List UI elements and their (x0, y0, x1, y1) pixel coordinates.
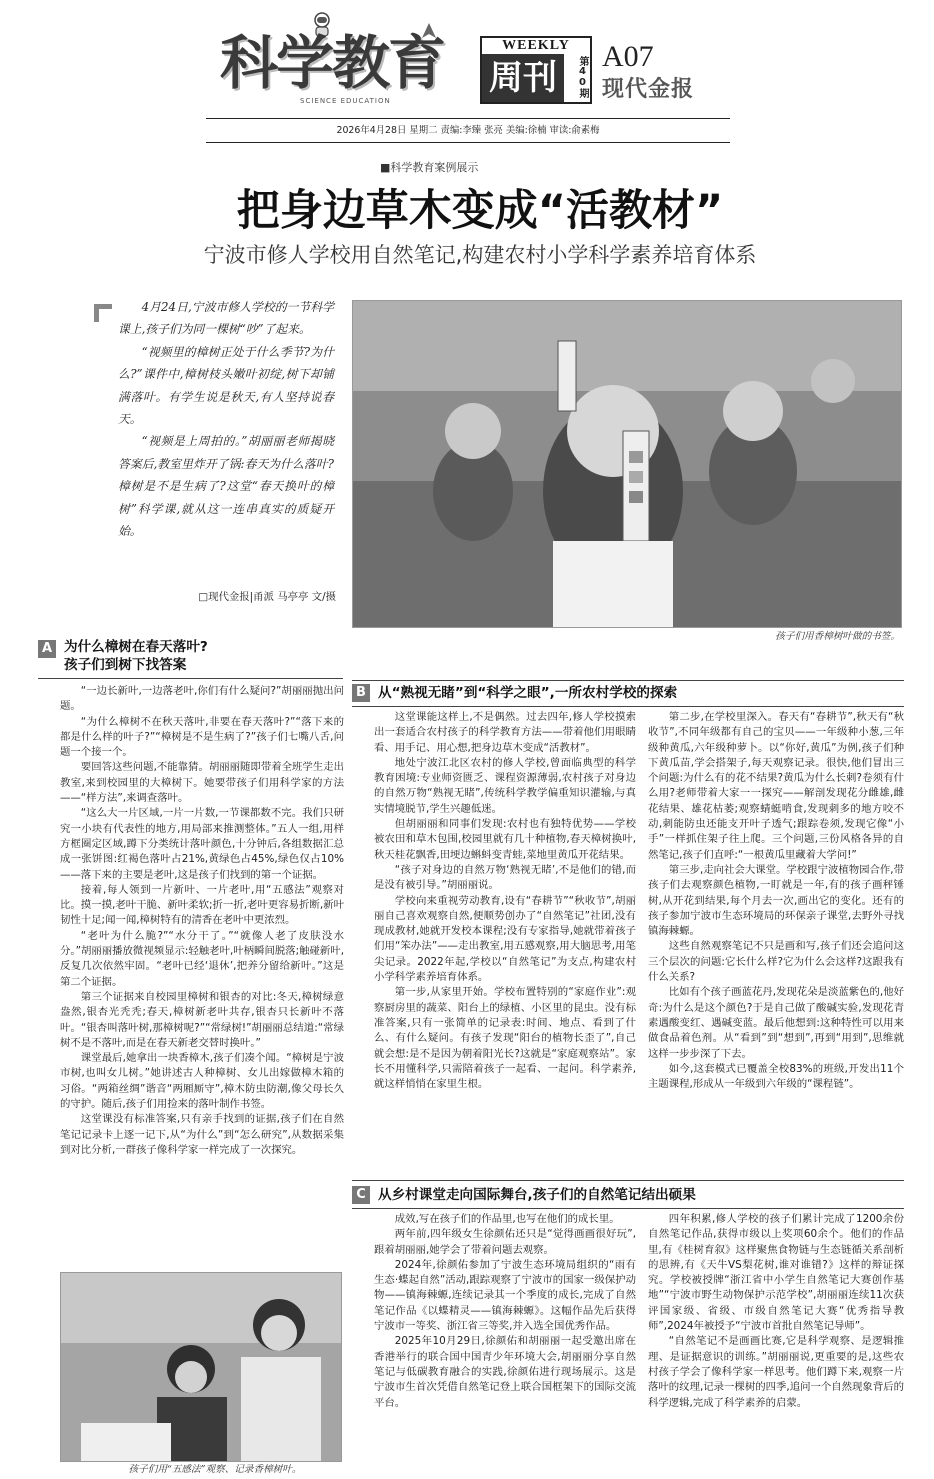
section-c-col2 (648, 1212, 904, 1474)
photo-students-bookmarks-image (353, 301, 902, 628)
section-b-paragraph: “孩子对身边的自然万物‘熟视无睹’,不是他们的错,而是没有被引导。”胡丽丽说。 (374, 863, 636, 892)
section-a-paragraph: 要回答这些问题,不能靠猜。胡丽丽随即带着全班学生走出教室,来到校园里的大樟树下。她要带孩子们用科学家的方法——“样方法”,来调查落叶。 (60, 761, 344, 805)
section-c-paragraph: 2024年,徐颜佑参加了宁波生态环境局组织的“雨有生态·蝶起自然”活动,跟踪观察了宁波市的国家一级保护动物——镇海棘螈,连续记录其一个季度的成长,完成了自然笔记作品《以蝶精灵——镇海棘螈》。这幅作品先后获得宁波市一等奖、浙江省三等奖,并入选全国优秀作品。 (374, 1258, 636, 1333)
photo-teacher-student-image (61, 1273, 342, 1462)
masthead-rule (206, 118, 730, 119)
section-a-mark: A (38, 640, 56, 658)
weekly-label: WEEKLY (482, 38, 590, 54)
section-b-paragraph: 学校向来重视劳动教育,设有“春耕节”“秋收节”,胡丽丽自己喜欢观察自然,便顺势创办了“自然笔记”社团,没有现成教材,她就开发校本课程;没有专家指导,她就带着孩子们用“笨办法”——走出教室,用五感观察,用大脑思考,用笔尖记录。2022年起,学校以“自然笔记”为支点,构建农村小学科学素养培育体系。 (374, 894, 636, 984)
section-b-paragraph: 如今,这套模式已覆盖全校83%的班级,开发出11个主题课程,形成从一年级到六年级的“课程链”。 (648, 1062, 904, 1091)
subhead: 宁波市修人学校用自然笔记,构建农村小学科学素养培育体系 (203, 243, 757, 267)
lead-paragraph: “视频是上周拍的。”胡丽丽老师揭晓答案后,教室里炸开了锅:春天为什么落叶?樟树是不是生病了?这堂“春天换叶的樟树”科学课,就从这一连串真实的质疑开始。 (118, 434, 334, 539)
issue-number: 第40期 (577, 56, 588, 98)
section-b-mark: B (352, 684, 370, 702)
headline: 把身边草木变成“活教材” (236, 186, 724, 236)
section-a-title-2: 孩子们到树下找答案 (64, 657, 187, 673)
section-b-col2 (648, 710, 904, 1166)
section-c-paragraph: 两年前,四年级女生徐颜佑还只是“觉得画画很好玩”,跟着胡丽丽,她学会了带着问题去观察。 (374, 1228, 636, 1256)
section-a-body (60, 684, 344, 1270)
section-a-paragraph: 接着,每人领到一片新叶、一片老叶,用“五感法”观察对比。摸一摸,老叶干脆、新叶柔软;折一折,老叶更容易折断,新叶韧性十足;闻一闻,樟树特有的清香在老叶中更浓烈。 (60, 883, 344, 927)
section-b-paragraph: 但胡丽丽和同事们发现:农村也有独特优势——学校被农田和草木包围,校园里就有几十种植物,春天樟树换叶,秋天桂花飘香,田埂边蝌蚪变青蛙,菜地里黄瓜开花结果。 (374, 818, 636, 861)
kicker: ■科学教育案例展示 (380, 161, 479, 174)
section-b-paragraph: 第一步,从家里开始。学校布置特别的“家庭作业”:观察厨房里的蔬菜、阳台上的绿植、小区里的昆虫。没有标准答案,只有一张简单的记录表:时间、地点、看到了什么、有什么疑问。有孩子发现“阳台的植物长歪了”,自己就会想:是不是因为朝着阳光长?这就是“家庭观察站”。家长不用懂科学,只需陪着孩子一起看、一起问。科学素养,就这样悄悄在家里生根。 (374, 986, 636, 1091)
photo-students-bookmarks (352, 300, 902, 628)
lead-paragraph: 4月24日,宁波市修人学校的一节科学课上,孩子们为同一棵树“吵”了起来。 (118, 300, 334, 337)
section-b-paragraph: 第二步,在学校里深入。春天有“春耕节”,秋天有“秋收节”,不同年级都有自己的宝贝——一年级种小葱,三年级种黄瓜,六年级种萝卜。以“你好,黄瓜”为例,孩子们种下黄瓜苗,学会搭架子,每天观察记录。很快,他们冒出三个问题:为什么有的花不结果?黄瓜为什么长刺?卷须有什么用?老师带着大家一一探究——解剖发现花分雌雄,雌花结果、雄花枯萎;观察蜻蜓啃食,发现刺多的地方咬不动,刺能防虫还能支开叶子透气;跟踪卷须,发现它像“小手”一样抓住架子往上爬。三个问题,三份风格各异的自然笔记,孩子们直呼:“一根黄瓜里藏着大学问!” (648, 711, 904, 861)
section-a-paragraph: “一边长新叶,一边落老叶,你们有什么疑问?”胡丽丽抛出问题。 (60, 685, 344, 713)
section-a-paragraph: 课堂最后,她拿出一块香樟木,孩子们凑个闻。“樟树是宁波市树,也叫女儿树。”她讲述古人种樟树、女儿出嫁做樟木箱的习俗。“两箱丝绸”谐音“两厢厮守”,樟木防虫防潮,像父母长久的守护。随后,孩子们用捡来的落叶制作书签。 (60, 1052, 344, 1111)
section-b-rule-top (352, 680, 904, 681)
photo2-caption: 孩子们用“五感法”观察、记录香樟树叶。 (128, 1464, 302, 1475)
newspaper-name: 现代金报 (602, 77, 695, 102)
weekly-box (480, 36, 592, 104)
byline: □现代金报|甬派 马亭亭 文/摄 (198, 591, 336, 603)
section-a-paragraph: 第三个证据来自校园里樟树和银杏的对比:冬天,樟树绿意盎然,银杏光秃秃;春天,樟树新老叶共存,银杏只长新叶不落叶。“银杏叫落叶树,那樟树呢?”“常绿树!”胡丽丽总结道:“常绿树不是不落叶,而是在春天新老交替时换叶。” (60, 990, 344, 1049)
section-c-title: 从乡村课堂走向国际舞台,孩子们的自然笔记结出硕果 (378, 1187, 696, 1203)
section-c-rule-top (352, 1180, 904, 1181)
weekly-cn: 周刊 (482, 54, 564, 102)
section-c-paragraph: 2025年10月29日,徐颜佑和胡丽丽一起受邀出席在香港举行的联合国中国青少年环境大会,胡丽丽分享自然笔记与低碳教育融合的实践,徐颜佑进行现场展示。这是宁波市生首次凭借自然笔记登上联合国框架下的国际交流平台。 (374, 1335, 636, 1409)
masthead-title: 科学教育 (220, 29, 445, 97)
section-b-paragraph: 第三步,走向社会大课堂。学校跟宁波植物园合作,带孩子们去观察颜色植物,一盯就是一年,有的孩子画秤锤树,从开花到结果,每个月去一次,画出它的变化。还有的孩子参加宁波市生态环境局的环保亲子课堂,去野外寻找镇海棘螈。 (648, 863, 904, 938)
lead-paragraph: “视频里的樟树正处于什么季节?为什么?”课件中,樟树枝头嫩叶初绽,树下却铺满落叶。有学生说是秋天,有人坚持说春天。 (118, 344, 334, 427)
section-c-paragraph: “自然笔记不是画画比赛,它是科学观察、是逻辑推理、是证据意识的训练。”胡丽丽说,更重要的是,这些农村孩子学会了像科学家一样思考。他们蹲下来,观察一片落叶的纹理,记录一棵树的四季,追问一个自然现象背后的科学逻辑,完成了科学素养的启蒙。 (648, 1335, 904, 1409)
date-line: 2026年4月28日 星期二 责编:李臻 张亮 美编:徐楠 审读:俞素梅 (336, 125, 600, 136)
section-c-mark: C (352, 1186, 370, 1204)
section-c-paragraph: 成效,写在孩子们的作品里,也写在他们的成长里。 (394, 1213, 620, 1225)
section-a-paragraph: 这堂课没有标准答案,只有亲手找到的证据,孩子们在自然笔记记录卡上逐一记下,从“为什么”到“怎么研究”,从数据采集到对比分析,一群孩子像科学家一样完成了一次探究。 (60, 1113, 344, 1156)
section-c-paragraph: 四年积累,修人学校的孩子们累计完成了1200余份自然笔记作品,获得市级以上奖项60余个。他们的作品里,有《桂树育叙》这样聚焦食物链与生态链循关系剖析的思辨,有《天牛VS梨花树,谁对谁错?》这样的辩证探究。学校被授牌“浙江省中小学生自然笔记大赛创作基地”“宁波市野生动物保护示范学校”,胡丽丽连续11次获评国家级、省级、市级自然笔记大赛“优秀指导教师”,2024年被授予“宁波市首批自然笔记导师”。 (648, 1213, 904, 1333)
section-c-rule (352, 1208, 904, 1209)
section-a-paragraph: “这么大一片区域,一片一片数,一节课都数不完。我们只研究一小块有代表性的地方,用局部来推测整体。”五人一组,用样方框圈定区域,蹲下分类统计落叶颜色,十分钟后,各组数据汇总成一张饼图:红褐色落叶占21%,黄绿色占45%,绿色仅占10%——落下来的主要是老叶,这是孩子们找到的第一个证据。 (60, 807, 344, 881)
section-b-title: 从“熟视无睹”到“科学之眼”,一所农村学校的探索 (378, 685, 678, 701)
lead-bracket (94, 304, 112, 322)
section-a-paragraph: “为什么樟树不在秋天落叶,非要在春天落叶?”“落下来的都是什么样的叶子?”“樟树是不是生病了?”孩子们七嘴八舌,问题一个接一个。 (60, 715, 344, 759)
section-b-paragraph: 这堂课能这样上,不是偶然。过去四年,修人学校摸索出一套适合农村孩子的科学教育方法——带着他们用眼睛看、用手记、用心想,把身边草木变成“活教材”。 (374, 711, 636, 754)
section-a-title-1: 为什么樟树在春天落叶? (64, 639, 208, 655)
section-b-col1 (374, 710, 636, 1166)
section-b-paragraph: 这些自然观察笔记不只是画和写,孩子们还会追问这三个层次的问题:它长什么样?它为什么会这样?这跟我有什么关系? (648, 940, 904, 984)
photo-teacher-student (60, 1272, 342, 1462)
section-b-paragraph: 地处宁波江北区农村的修人学校,曾面临典型的科学教育困境:专业师资匮乏、课程资源薄弱,农村孩子对身边的自然万物“熟视无睹”,传统科学教学偏重知识灌输,与真实情境脱节,学生兴趣低迷。 (374, 756, 636, 815)
section-b-paragraph: 比如有个孩子画蓝花丹,发现花朵是淡蓝紫色的,他好奇:为什么是这个颜色?于是自己做了酸碱实验,发现花青素遇酸变红、遇碱变蓝。最后他想到:这种特性可以用来做食品着色剂。从“看到”到“想到”,再到“用到”,思维就这样一步步深了下去。 (648, 986, 904, 1060)
masthead-subtitle-en: SCIENCE EDUCATION (300, 97, 391, 105)
section-c-col1 (374, 1212, 636, 1474)
section-a-rule (38, 678, 343, 679)
masthead (0, 0, 934, 150)
lead-text (118, 296, 334, 586)
photo1-caption: 孩子们用香樟树叶做的书签。 (775, 631, 900, 642)
page-number: A07 (602, 40, 654, 73)
masthead-rule-bottom (206, 142, 730, 143)
section-a-paragraph: “老叶为什么脆?”“水分干了。”“就像人老了皮肤没水分。”胡丽丽播放微视频显示:轻触老叶,叶柄瞬间脱落;触碰新叶,反复几次依然牢固。“老叶已经‘退休’,把养分留给新叶。”这是第二个证据。 (60, 929, 344, 988)
section-b-rule (352, 706, 904, 707)
